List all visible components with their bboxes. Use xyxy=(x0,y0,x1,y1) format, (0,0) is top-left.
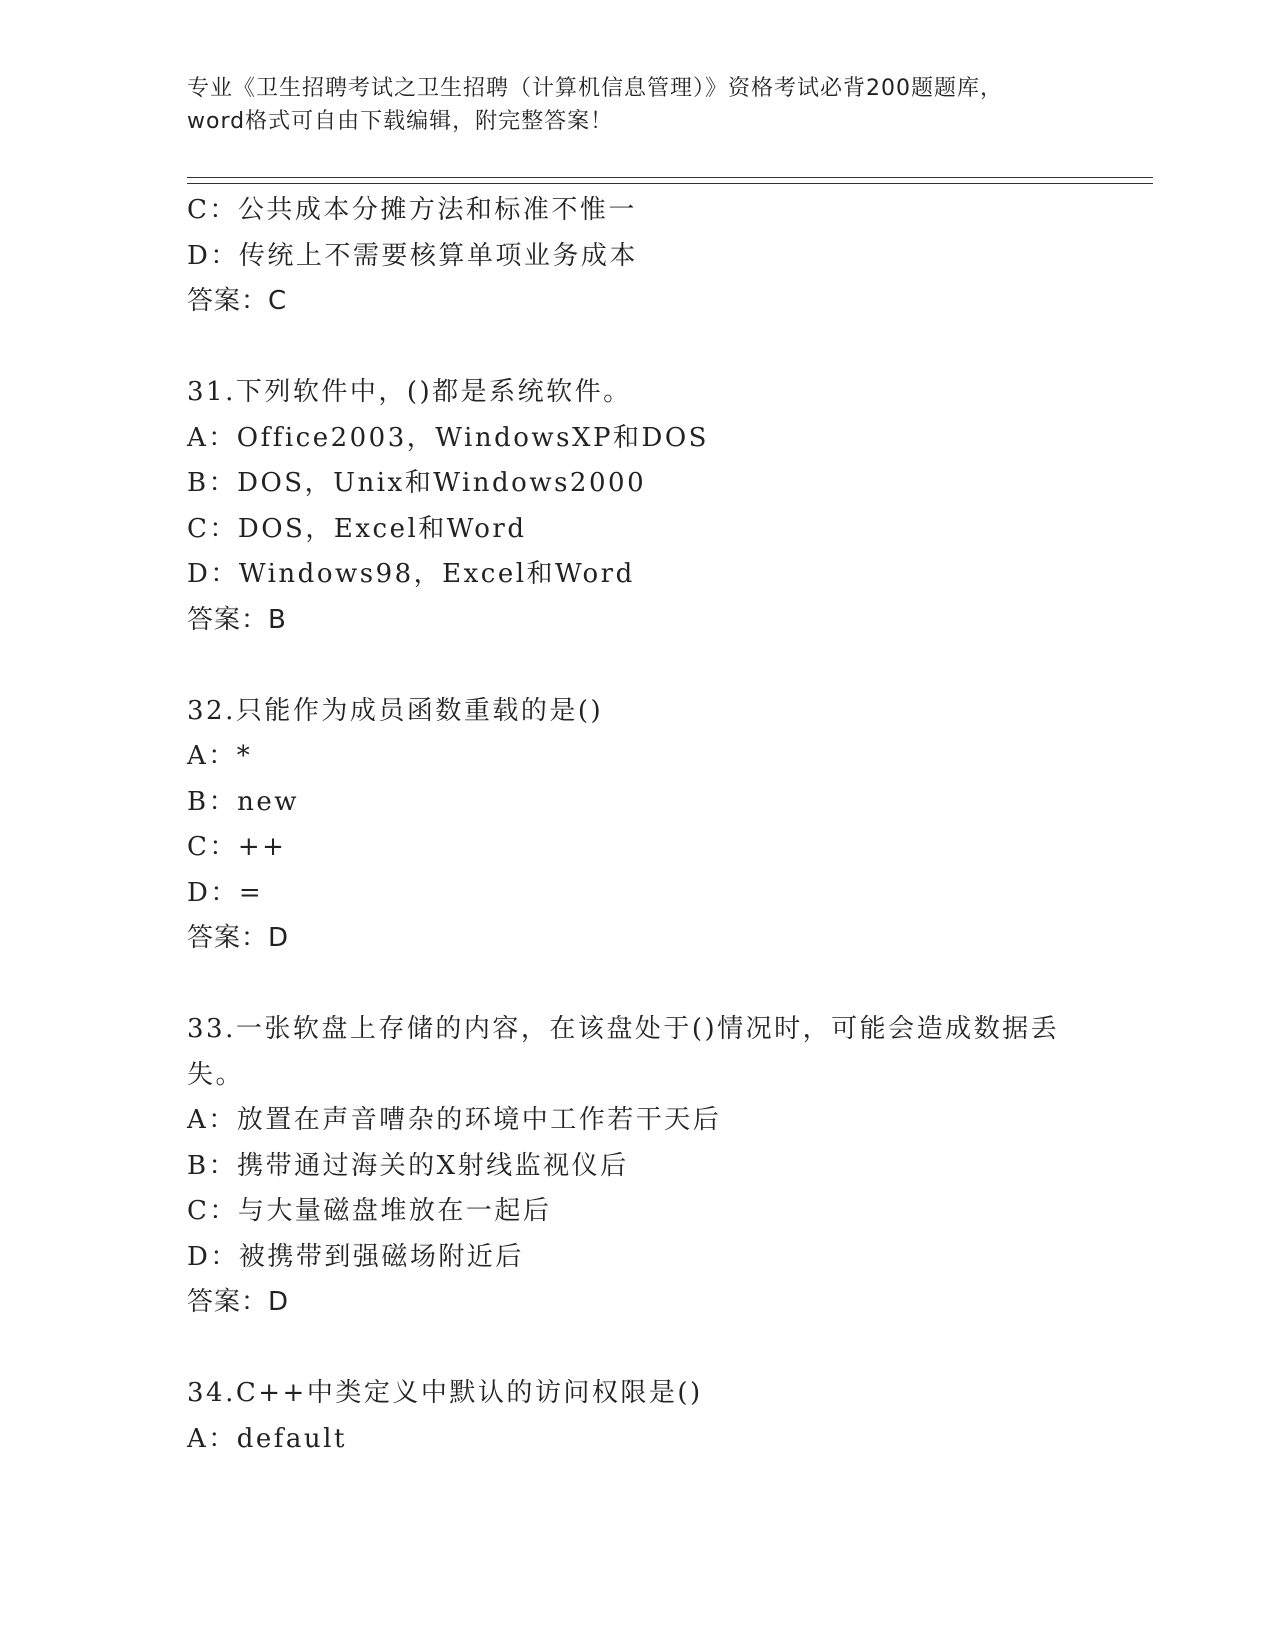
question-32 xyxy=(187,689,1087,962)
option-b: B：DOS，Unix和Windows2000 xyxy=(187,468,647,498)
option-c: C：DOS，Excel和Word xyxy=(187,513,527,544)
option-b: B：携带通过海关的X射线监视仪后 xyxy=(187,1150,629,1181)
option-b: B：new xyxy=(187,786,299,817)
question-text-line-2: 失。 xyxy=(187,1059,245,1090)
option-c: C：公共成本分摊方法和标准不惟一 xyxy=(187,195,637,225)
answer: 答案：D xyxy=(187,1287,290,1317)
option-a: A：* xyxy=(187,741,253,771)
spacer xyxy=(187,643,1087,689)
answer: 答案：B xyxy=(187,604,287,635)
answer: 答案：C xyxy=(187,286,288,316)
question-list xyxy=(187,188,1087,1462)
spacer xyxy=(187,962,1087,1008)
header-line-1: 专业《卫生招聘考试之卫生招聘（计算机信息管理）》资格考试必背200题题库， xyxy=(187,76,1003,101)
question-text: 32.只能作为成员函数重载的是() xyxy=(187,695,604,726)
option-d: D：Windows98，Excel和Word xyxy=(187,559,635,589)
header-divider-bottom xyxy=(187,183,1153,184)
question-30 xyxy=(187,188,1087,325)
option-d: D：= xyxy=(187,877,264,908)
option-c: C：++ xyxy=(187,832,287,862)
header-line-2: word格式可自由下载编辑，附完整答案！ xyxy=(187,109,614,134)
option-a: A：放置在声音嘈杂的环境中工作若干天后 xyxy=(187,1105,722,1135)
question-31 xyxy=(187,370,1087,643)
spacer xyxy=(187,325,1087,371)
question-33 xyxy=(187,1007,1087,1326)
option-a: A：Office2003，WindowsXP和DOS xyxy=(187,422,709,453)
header-divider-top xyxy=(187,177,1153,178)
document-header xyxy=(187,72,1087,138)
question-text-line-1: 33.一张软盘上存储的内容，在该盘处于()情况时，可能会造成数据丢 xyxy=(187,1014,1060,1044)
question-text: 31.下列软件中，()都是系统软件。 xyxy=(187,377,632,407)
question-34 xyxy=(187,1371,1087,1462)
question-text: 34.C++中类定义中默认的访问权限是() xyxy=(187,1378,703,1408)
answer: 答案：D xyxy=(187,923,290,953)
option-d: D：被携带到强磁场附近后 xyxy=(187,1241,524,1272)
option-a: A：default xyxy=(187,1423,347,1454)
spacer xyxy=(187,1326,1087,1372)
option-c: C：与大量磁盘堆放在一起后 xyxy=(187,1196,552,1226)
option-d: D：传统上不需要核算单项业务成本 xyxy=(187,240,638,271)
